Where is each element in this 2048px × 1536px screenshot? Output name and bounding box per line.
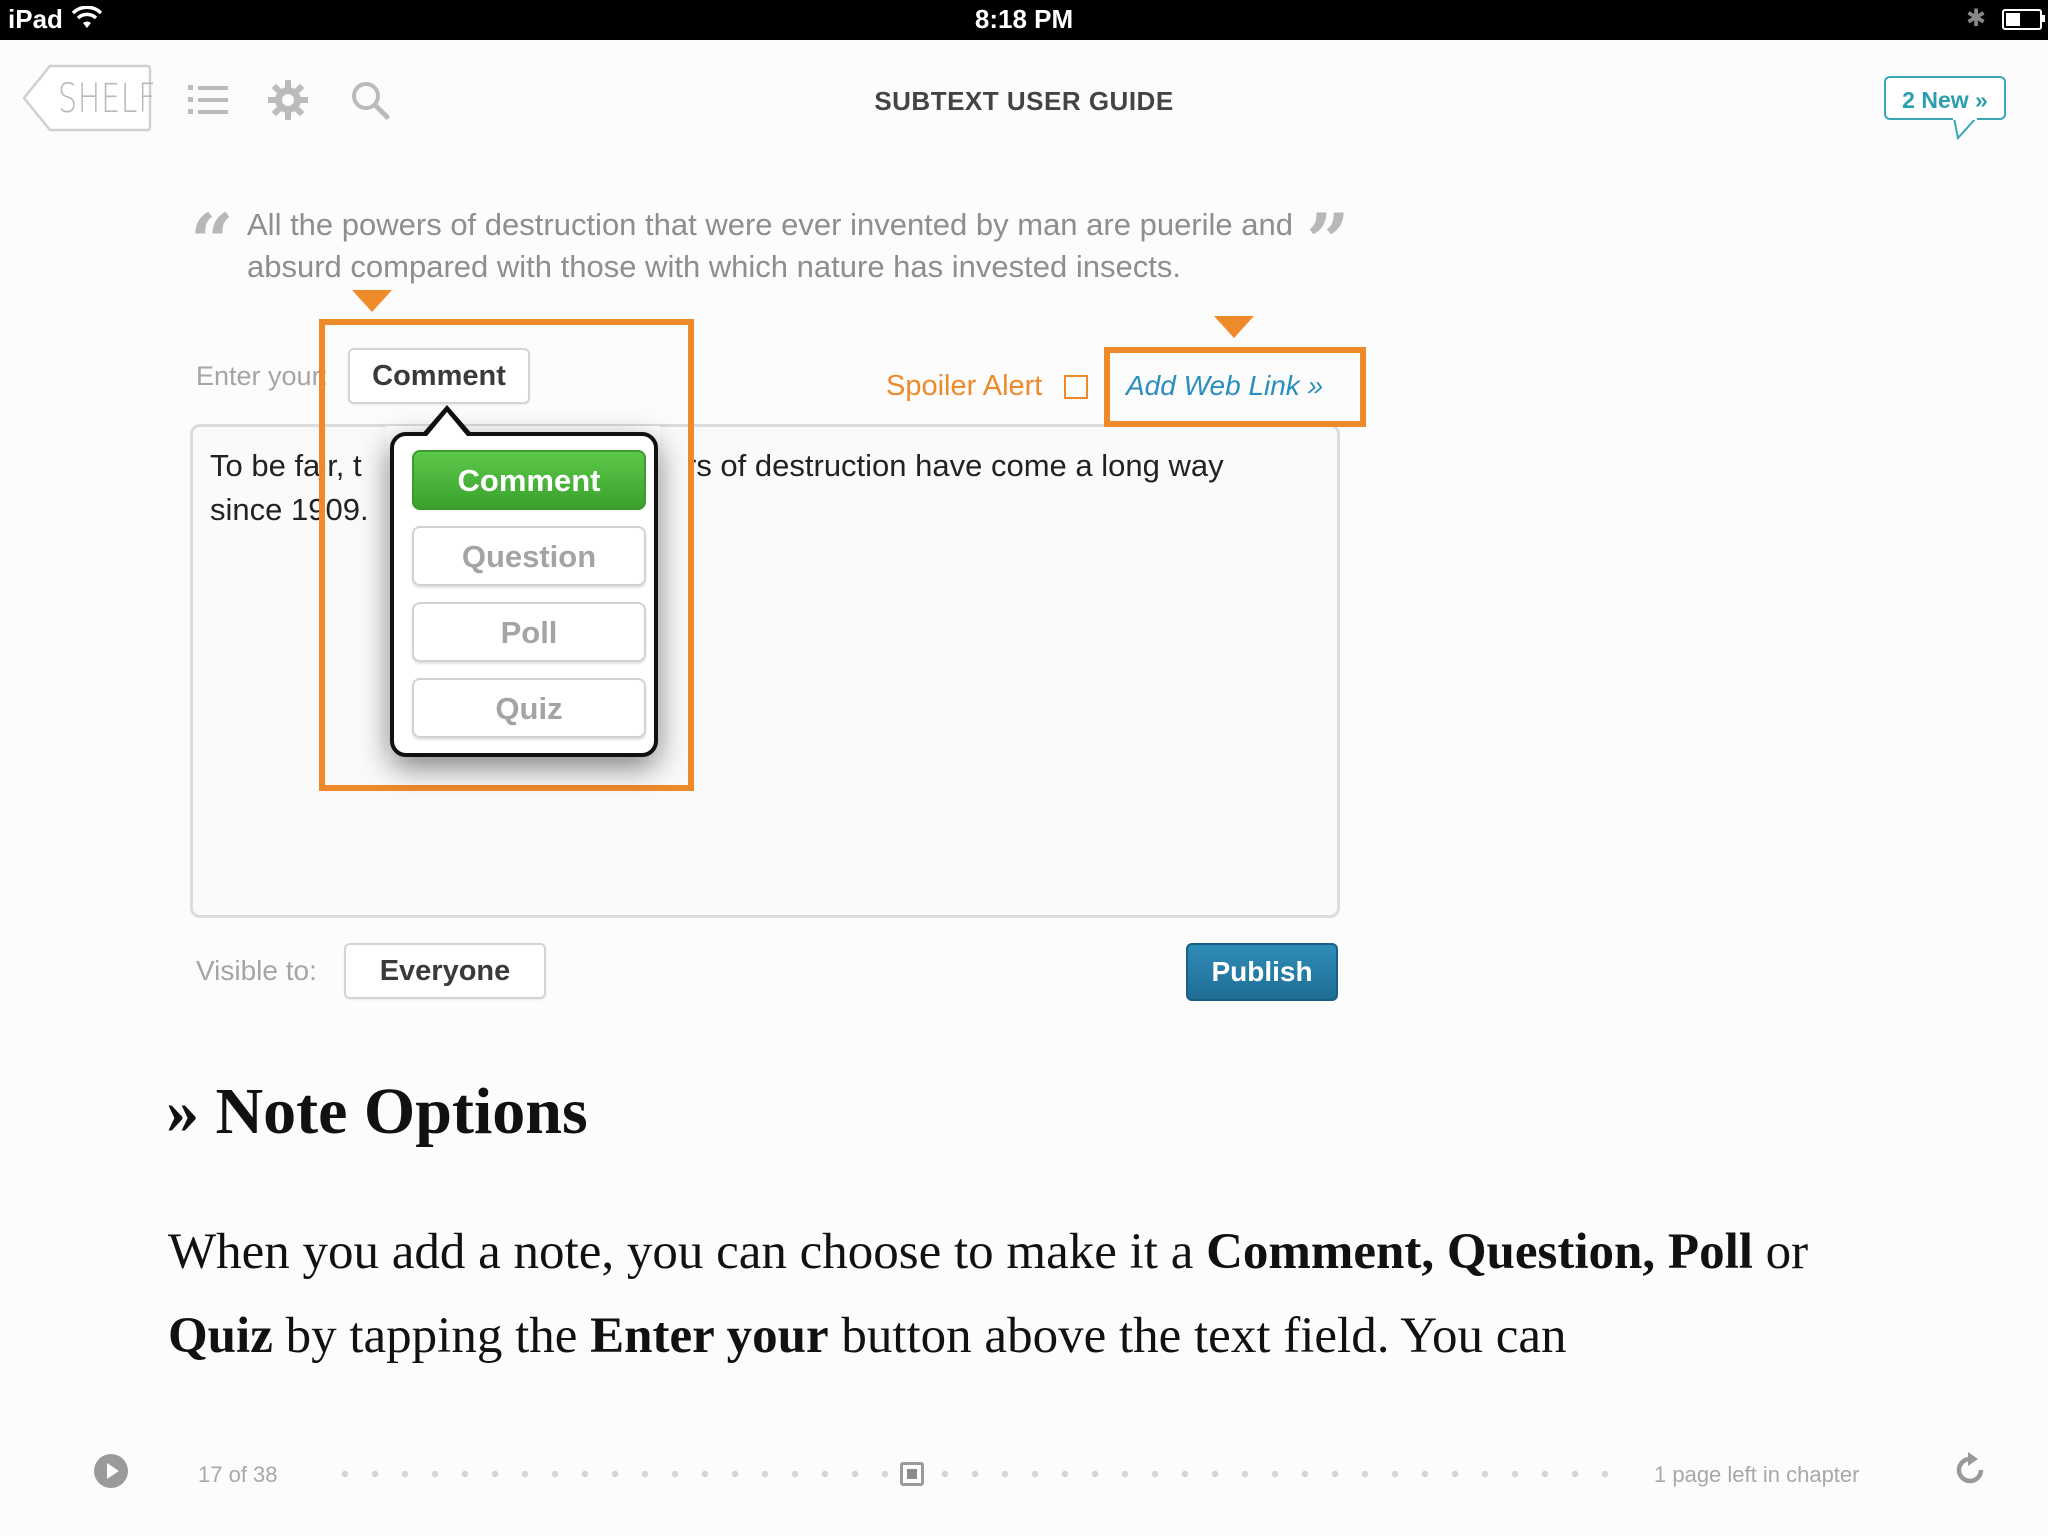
- device-name: iPad: [8, 4, 63, 34]
- scrubber-thumb[interactable]: [900, 1462, 924, 1486]
- battery-icon: [2002, 9, 2042, 30]
- bluetooth-icon: ✱: [1966, 5, 1987, 32]
- add-web-link[interactable]: Add Web Link »: [1126, 370, 1324, 401]
- para-text: or: [1752, 1224, 1809, 1280]
- visibility-button[interactable]: Everyone: [344, 943, 546, 999]
- highlight-box: [1104, 347, 1366, 427]
- pages-left-in-chapter: 1 page left in chapter: [1654, 1462, 1860, 1487]
- para-text: button above the text field. You can: [828, 1308, 1567, 1364]
- close-quote-icon: ”: [1306, 197, 1350, 286]
- option-poll[interactable]: Poll: [412, 602, 646, 662]
- page-counter: 17 of 38: [198, 1462, 278, 1487]
- shelf-label: SHELF: [58, 76, 157, 122]
- visible-to-label: Visible to:: [196, 955, 317, 986]
- option-question[interactable]: Question: [412, 526, 646, 586]
- note-text: To be fair, t: [210, 448, 362, 483]
- body-paragraph: [168, 1210, 1888, 1378]
- play-icon[interactable]: [92, 1452, 130, 1495]
- para-bold: Enter your: [590, 1308, 829, 1364]
- option-quiz[interactable]: Quiz: [412, 678, 646, 738]
- spoiler-alert-label: Spoiler Alert: [886, 370, 1043, 402]
- para-bold: Comment, Question,: [1206, 1224, 1656, 1280]
- page-scrubber[interactable]: [330, 1470, 1630, 1478]
- option-comment[interactable]: Comment: [412, 450, 646, 510]
- note-text: since 1909.: [210, 492, 369, 527]
- para-bold: Poll: [1667, 1224, 1753, 1280]
- badge-tail: [1950, 118, 1980, 140]
- note-type-popover: [390, 432, 658, 757]
- refresh-icon[interactable]: [1950, 1450, 1990, 1495]
- para-bold: Quiz: [168, 1308, 273, 1364]
- enter-your-label: Enter your:: [196, 361, 329, 391]
- open-quote-icon: “: [190, 197, 234, 286]
- spoiler-alert-checkbox[interactable]: [1064, 375, 1088, 399]
- note-text: rs of destruction have come a long way: [686, 448, 1224, 483]
- status-bar: [0, 0, 2048, 40]
- callout-triangle: [1214, 316, 1254, 338]
- document-title: SUBTEXT USER GUIDE: [874, 86, 1174, 116]
- new-notes-badge[interactable]: 2 New »: [1884, 76, 2006, 120]
- clock: 8:18 PM: [974, 4, 1074, 34]
- popover-arrow-fill: [427, 412, 467, 436]
- publish-button[interactable]: Publish: [1186, 943, 1338, 1001]
- note-type-button[interactable]: Comment: [348, 348, 530, 404]
- scrubber-dots: [330, 1470, 1630, 1478]
- para-text: by tapping the: [272, 1308, 591, 1364]
- para-text: When you add a note, you can choose to make it a: [168, 1224, 1207, 1280]
- section-heading: » Note Options: [166, 1075, 588, 1148]
- battery-tip: [2042, 15, 2045, 22]
- quote-text: All the powers of destruction that were ever invented by man are puerile and absurd compared with those with which nature has invested insects.: [247, 207, 1293, 284]
- callout-triangle: [352, 290, 392, 312]
